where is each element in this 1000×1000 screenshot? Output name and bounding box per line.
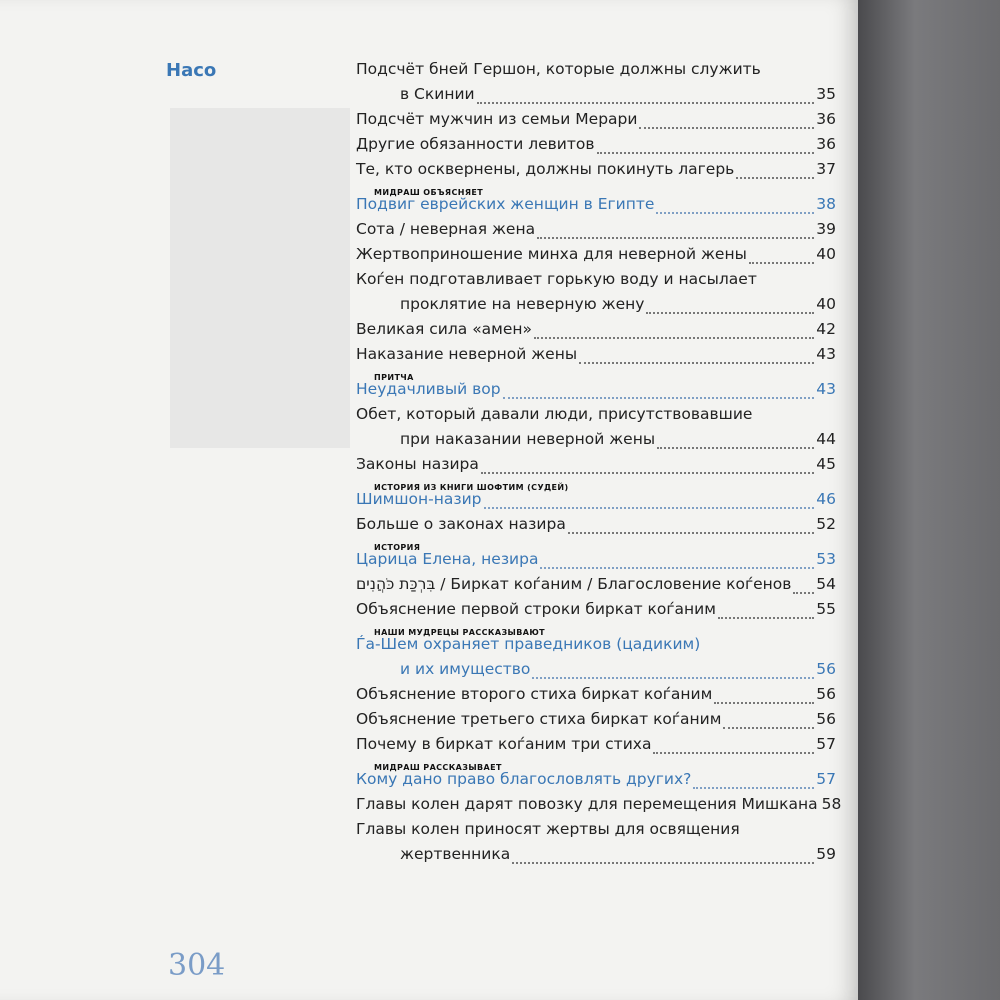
toc-entry [356, 628, 836, 685]
toc-entry-title: Объяснение второго стиха биркат коѓаним [356, 685, 713, 703]
dot-leader [714, 702, 814, 704]
toc-entry-line [356, 685, 836, 710]
toc-entry-line [356, 820, 836, 845]
toc-entry-page: 35 [816, 85, 836, 103]
dot-leader [646, 312, 814, 314]
toc-entry-title: Объяснение третьего стиха биркат коѓаним [356, 710, 722, 728]
toc-entry-page: 36 [816, 110, 836, 128]
toc-entry-title: Сота / неверная жена [356, 220, 536, 238]
dot-leader [749, 262, 814, 264]
book-edge [858, 0, 1000, 1000]
toc-entry-title: проклятие на неверную жену [400, 295, 645, 313]
toc-entry-page: 52 [816, 515, 836, 533]
toc-entry-title: Неудачливый вор [356, 380, 501, 398]
toc-entry-line [356, 550, 836, 575]
dot-leader [597, 152, 815, 154]
toc-entry [356, 135, 836, 160]
toc-entry [356, 483, 836, 515]
toc-entry-label: ПРИТЧА [374, 373, 414, 382]
toc-entry [356, 710, 836, 735]
toc-entry-label: НАШИ МУДРЕЦЫ РАССКАЗЫВАЮТ [374, 628, 545, 637]
dot-leader [540, 567, 814, 569]
toc-entry [356, 373, 836, 405]
toc-entry-page: 39 [816, 220, 836, 238]
toc-entry-line [356, 430, 836, 455]
toc-entry-line [356, 600, 836, 625]
table-of-contents [356, 60, 842, 870]
toc-entry-line [356, 635, 836, 660]
toc-entry-page: 53 [816, 550, 836, 568]
toc-entry-page: 43 [816, 380, 836, 398]
page-number: 304 [168, 948, 226, 983]
toc-entry-line [356, 380, 836, 405]
toc-entry [356, 188, 836, 220]
toc-entry-page: 38 [816, 195, 836, 213]
toc-entry-line [356, 660, 836, 685]
toc-entry-title: Наказание неверной жены [356, 345, 578, 363]
toc-entry-line [356, 295, 836, 320]
toc-entry-title: Ѓа-Шем охраняет праведников (цадиким) [356, 635, 701, 653]
toc-entry-line [356, 220, 836, 245]
toc-entry-title: Объяснение первой строки биркат коѓаним [356, 600, 716, 618]
dot-leader [723, 727, 814, 729]
toc-entry-line [356, 85, 836, 110]
toc-entry [356, 685, 836, 710]
toc-entry-page: 42 [816, 320, 836, 338]
toc-entry-title: Коѓен подготавливает горькую воду и насылает [356, 270, 757, 288]
toc-entry-title: Те, кто осквернены, должны покинуть лагерь [356, 160, 735, 178]
toc-entry-line [356, 455, 836, 480]
toc-entry-title: Жертвоприношение минха для неверной жены [356, 245, 747, 263]
bleed-through-shadow [170, 108, 350, 448]
toc-entry [356, 60, 836, 110]
toc-entry-title: Подвиг еврейских женщин в Египте [356, 195, 655, 213]
toc-entry-page: 37 [816, 160, 836, 178]
dot-leader [568, 532, 814, 534]
toc-entry-page: 59 [816, 845, 836, 863]
toc-entry-line [356, 160, 836, 185]
dot-leader [477, 102, 815, 104]
dot-leader [656, 212, 814, 214]
toc-entry-line [356, 515, 836, 540]
toc-entry-line [356, 245, 836, 270]
toc-entry [356, 455, 836, 480]
toc-entry [356, 110, 836, 135]
toc-entry [356, 270, 836, 320]
toc-entry [356, 543, 836, 575]
toc-entry-line [356, 270, 836, 295]
dot-leader [653, 752, 814, 754]
toc-entry-page: 56 [816, 660, 836, 678]
toc-entry-title: Другие обязанности левитов [356, 135, 595, 153]
toc-entry-title: Подсчёт бней Гершон, которые должны служить [356, 60, 761, 78]
toc-entry-title: при наказании неверной жены [400, 430, 656, 448]
toc-entry-page: 40 [816, 245, 836, 263]
toc-entry [356, 245, 836, 270]
dot-leader [736, 177, 814, 179]
toc-entry-page: 43 [816, 345, 836, 363]
toc-entry-page: 45 [816, 455, 836, 473]
toc-entry-page: 56 [816, 710, 836, 728]
toc-entry-line [356, 110, 836, 135]
toc-entry [356, 320, 836, 345]
dot-leader [693, 787, 814, 789]
toc-entry-page: 57 [816, 770, 836, 788]
toc-entry-title: Подсчёт мужчин из семьи Мерари [356, 110, 638, 128]
toc-entry-title: Шимшон-назир [356, 490, 482, 508]
toc-entry-label: ИСТОРИЯ [374, 543, 421, 552]
toc-entry-title: Главы колен дарят повозку для перемещения Мишкана [356, 795, 818, 813]
dot-leader [793, 592, 814, 594]
toc-entry-line [356, 710, 836, 735]
toc-entry-page: 58 [821, 795, 842, 813]
dot-leader [503, 397, 815, 399]
toc-entry-line [356, 735, 836, 760]
toc-entry-title: жертвенника [400, 845, 511, 863]
toc-entry-page: 54 [816, 575, 836, 593]
toc-entry-line [356, 60, 836, 85]
toc-entry-title: Обет, который давали люди, присутствовавшие [356, 405, 753, 423]
toc-entry [356, 735, 836, 760]
toc-entry-line [356, 795, 842, 820]
toc-entry-page: 55 [816, 600, 836, 618]
toc-entry-title: Царица Елена, незира [356, 550, 539, 568]
toc-entry-page: 46 [816, 490, 836, 508]
dot-leader [512, 862, 814, 864]
toc-entry [356, 220, 836, 245]
toc-entry-title: Кому дано право благословлять других? [356, 770, 692, 788]
section-title: Насо [166, 60, 217, 81]
toc-entry [356, 515, 836, 540]
dot-leader [484, 507, 815, 509]
toc-entry-page: 57 [816, 735, 836, 753]
toc-entry-title: Великая сила «амен» [356, 320, 533, 338]
dot-leader [579, 362, 814, 364]
toc-entry [356, 600, 836, 625]
dot-leader [534, 337, 814, 339]
toc-entry-line [356, 405, 836, 430]
toc-entry-page: 44 [816, 430, 836, 448]
toc-entry-page: 36 [816, 135, 836, 153]
toc-entry [356, 405, 836, 455]
toc-entry-title: Больше о законах назира [356, 515, 566, 533]
toc-entry-label: ИСТОРИЯ ИЗ КНИГИ ШОФТИМ (СУДЕЙ) [374, 483, 569, 492]
dot-leader [532, 677, 814, 679]
toc-entry-page: 56 [816, 685, 836, 703]
toc-entry-line [356, 845, 836, 870]
toc-entry-line [356, 770, 836, 795]
dot-leader [537, 237, 814, 239]
toc-entry [356, 345, 836, 370]
toc-entry-title: и их имущество [400, 660, 531, 678]
toc-entry [356, 160, 836, 185]
toc-entry-label: МИДРАШ ОБЪЯСНЯЕТ [374, 188, 484, 197]
toc-entry [356, 795, 842, 820]
dot-leader [481, 472, 814, 474]
toc-entry [356, 575, 836, 600]
toc-entry-line [356, 195, 836, 220]
dot-leader [718, 617, 814, 619]
toc-entry-label: МИДРАШ РАССКАЗЫВАЕТ [374, 763, 502, 772]
toc-entry [356, 763, 836, 795]
toc-entry-line [356, 490, 836, 515]
toc-entry [356, 820, 836, 870]
toc-entry-title: Почему в биркат коѓаним три стиха [356, 735, 652, 753]
toc-entry-line [356, 575, 836, 600]
dot-leader [657, 447, 814, 449]
toc-entry-title: в Скинии [400, 85, 475, 103]
toc-entry-line [356, 345, 836, 370]
toc-entry-page: 40 [816, 295, 836, 313]
toc-entry-line [356, 320, 836, 345]
toc-entry-title: Законы назира [356, 455, 479, 473]
dot-leader [639, 127, 814, 129]
toc-entry-title: בִּרְכַּת כֹּהֲנִים / Биркат коѓаним / Благословение коѓенов [356, 575, 792, 593]
toc-entry-title: Главы колен приносят жертвы для освящения [356, 820, 740, 838]
toc-entry-line [356, 135, 836, 160]
